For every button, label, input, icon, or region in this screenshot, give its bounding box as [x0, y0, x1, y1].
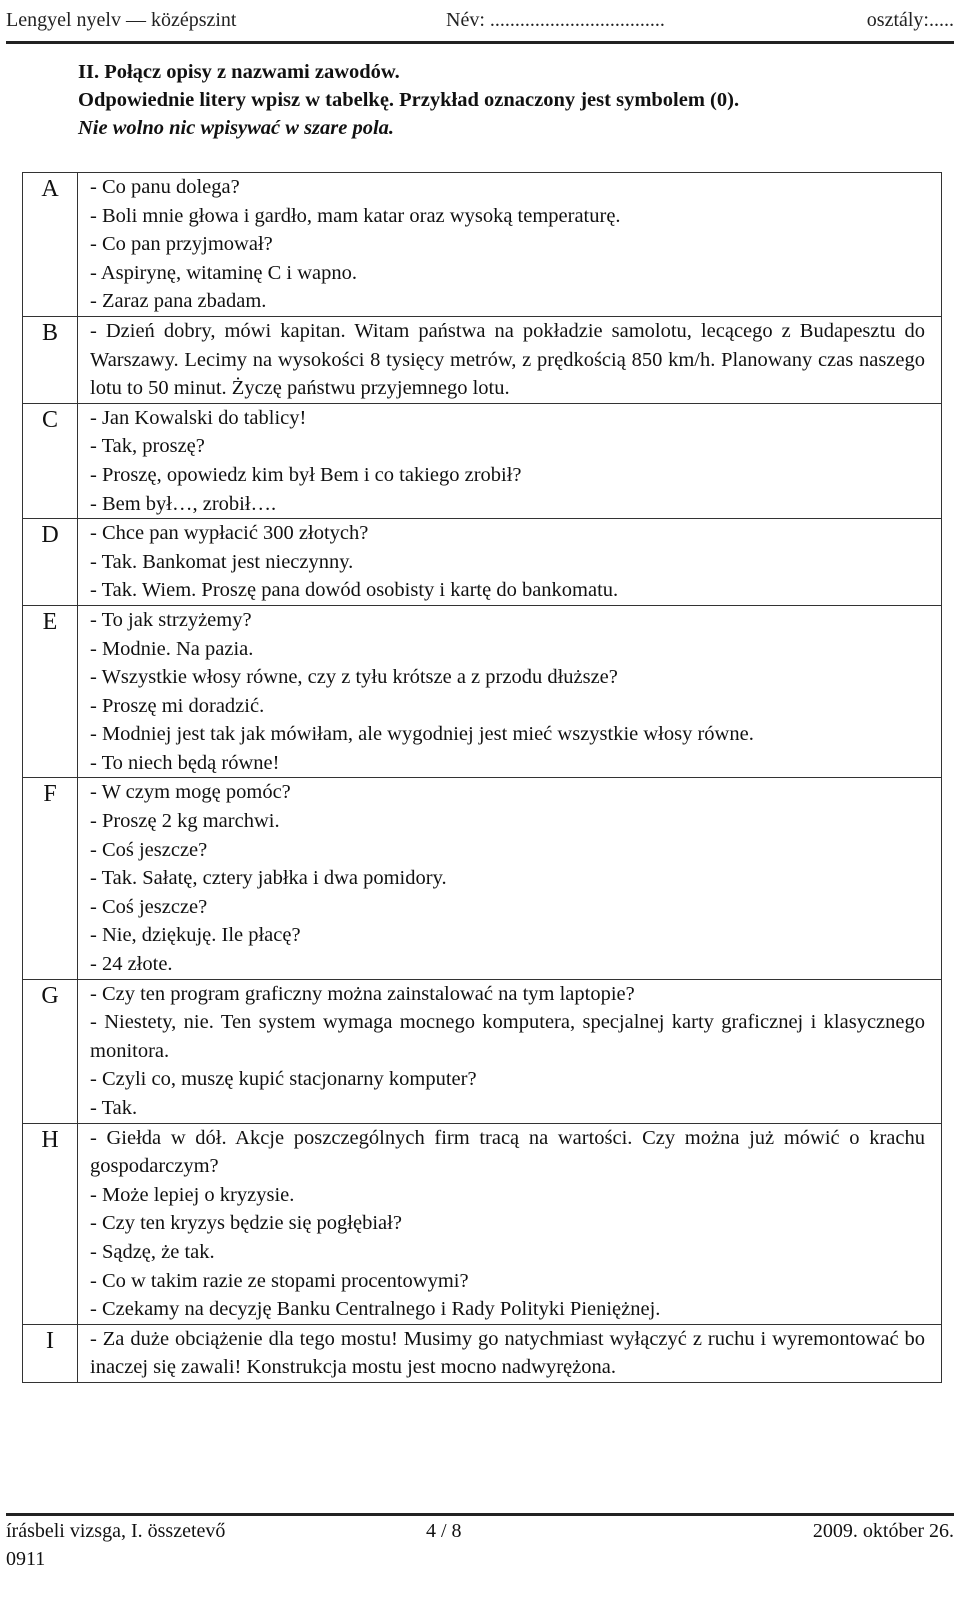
dialogue-line: - Proszę, opowiedz kim był Bem i co takiego zrobił?	[90, 463, 522, 486]
dialogue-cell	[78, 778, 942, 979]
page-number: 4 / 8	[426, 1520, 462, 1542]
row-letter: C	[23, 403, 78, 518]
row-letter: B	[23, 316, 78, 403]
page-header	[6, 6, 954, 36]
exam-part: írásbeli vizsga, I. összetevő	[6, 1520, 226, 1542]
dialogue-line: - Wszystkie włosy równe, czy z tyłu krótsze a z przodu dłuższe?	[90, 666, 618, 689]
task-instruction: Odpowiednie litery wpisz w tabelkę. Przykład oznaczony jest symbolem (0).	[78, 89, 740, 111]
dialogue-cell	[78, 1324, 942, 1382]
table-row	[23, 778, 942, 979]
task-title: II. Połącz opisy z nazwami zawodów.	[78, 61, 400, 83]
row-letter: E	[23, 605, 78, 778]
dialogue-line: - Tak. Wiem. Proszę pana dowód osobisty i kartę do bankomatu.	[90, 579, 619, 602]
dialogue-line: - Tak. Bankomat jest nieczynny.	[90, 550, 354, 573]
name-field-label: Név: ...................................	[446, 9, 665, 31]
dialogue-line: - Tak. Sałatę, cztery jabłka i dwa pomidory.	[90, 867, 447, 890]
table-row	[23, 519, 942, 606]
dialogue-cell	[78, 173, 942, 317]
table-row	[23, 1324, 942, 1382]
task-instructions	[78, 58, 938, 142]
dialogue-line: - To jak strzyżemy?	[90, 608, 252, 631]
dialogue-line: - Tak.	[90, 1097, 138, 1119]
dialogue-line: - Tak, proszę?	[90, 435, 205, 458]
dialogue-line: - Czy ten program graficzny można zainstalować na tym laptopie?	[90, 982, 635, 1005]
dialogue-line: - Coś jeszcze?	[90, 838, 208, 861]
dialogue-line: - W czym mogę pomóc?	[90, 781, 291, 804]
dialogues-table	[22, 172, 942, 1383]
table-row	[23, 979, 942, 1123]
dialogue-line: - Czyli co, muszę kupić stacjonarny komputer?	[90, 1068, 477, 1091]
dialogue-line: - Giełda w dół. Akcje poszczególnych firm tracą na wartości. Czy można już mówić o krachu gospodarczym?	[90, 1126, 925, 1178]
dialogue-line: - Co w takim razie ze stopami procentowymi?	[90, 1269, 469, 1292]
subject-level: Lengyel nyelv — középszint	[6, 9, 237, 31]
dialogue-line: - 24 złote.	[90, 953, 173, 976]
row-letter: H	[23, 1123, 78, 1324]
dialogue-cell	[78, 519, 942, 606]
dialogue-line: - Coś jeszcze?	[90, 895, 208, 918]
dialogue-line: - Może lepiej o kryzysie.	[90, 1183, 295, 1206]
row-letter: G	[23, 979, 78, 1123]
exam-code: 0911	[6, 1548, 46, 1570]
dialogue-line: - Co pan przyjmował?	[90, 233, 273, 256]
dialogue-line: - Proszę 2 kg marchwi.	[90, 810, 280, 833]
dialogue-line: - Czekamy na decyzję Banku Centralnego i Rady Polityki Pieniężnej.	[90, 1298, 661, 1321]
table-row	[23, 605, 942, 778]
dialogue-line: - Jan Kowalski do tablicy!	[90, 406, 307, 429]
row-letter: D	[23, 519, 78, 606]
dialogue-line: - Czy ten kryzys będzie się pogłębiał?	[90, 1212, 402, 1235]
table-row	[23, 403, 942, 518]
class-field-label: osztály:.....	[866, 9, 954, 31]
dialogue-cell	[78, 605, 942, 778]
page-footer	[6, 1518, 954, 1588]
row-letter: F	[23, 778, 78, 979]
dialogue-line: - Chce pan wypłacić 300 złotych?	[90, 522, 369, 545]
dialogue-line: - Niestety, nie. Ten system wymaga mocnego komputera, specjalnej karty graficznej i klasycznego monitora.	[90, 1011, 925, 1062]
dialogue-cell	[78, 979, 942, 1123]
dialogue-cell	[78, 403, 942, 518]
table-row	[23, 316, 942, 403]
row-letter: I	[23, 1324, 78, 1382]
dialogue-line: - Nie, dziękuję. Ile płacę?	[90, 924, 301, 947]
dialogue-cell	[78, 316, 942, 403]
dialogue-line: - Bem był…, zrobił….	[90, 492, 277, 515]
dialogue-line: - Co panu dolega?	[90, 176, 240, 198]
table-row	[23, 1123, 942, 1324]
row-letter: A	[23, 173, 78, 317]
dialogue-line: - Za duże obciążenie dla tego mostu! Musimy go natychmiast wyłączyć z ruchu i wyremontować bo inaczej się zawali! Konstrukcja mostu jest mocno nadwyrężona.	[90, 1327, 925, 1379]
dialogue-line: - Boli mnie głowa i gardło, mam katar oraz wysoką temperaturę.	[90, 204, 621, 227]
dialogue-line: - Proszę mi doradzić.	[90, 694, 265, 717]
dialogue-line: - Aspirynę, witaminę C i wapno.	[90, 261, 358, 284]
dialogue-line: - Sądzę, że tak.	[90, 1240, 215, 1263]
exam-date: 2009. október 26.	[812, 1520, 954, 1542]
dialogue-line: - Dzień dobry, mówi kapitan. Witam państwa na pokładzie samolotu, lecącego z Budapesztu do Warszawy. Lecimy na wysokości 8 tysięcy metrów, z prędkością 850 km/h. Planowany czas naszego lotu to 50 minut. Życzę państwu przyjemnego lotu.	[90, 319, 925, 400]
dialogue-line: - To niech będą równe!	[90, 751, 280, 774]
dialogue-line: - Zaraz pana zbadam.	[90, 290, 267, 313]
header-divider	[6, 41, 954, 44]
table-row	[23, 173, 942, 317]
footer-divider	[6, 1513, 954, 1516]
dialogue-cell	[78, 1123, 942, 1324]
dialogue-line: - Modnie. Na pazia.	[90, 637, 254, 660]
task-warning: Nie wolno nic wpisywać w szare pola.	[78, 117, 395, 139]
dialogue-line: - Modniej jest tak jak mówiłam, ale wygodniej jest mieć wszystkie włosy równe.	[90, 723, 754, 746]
